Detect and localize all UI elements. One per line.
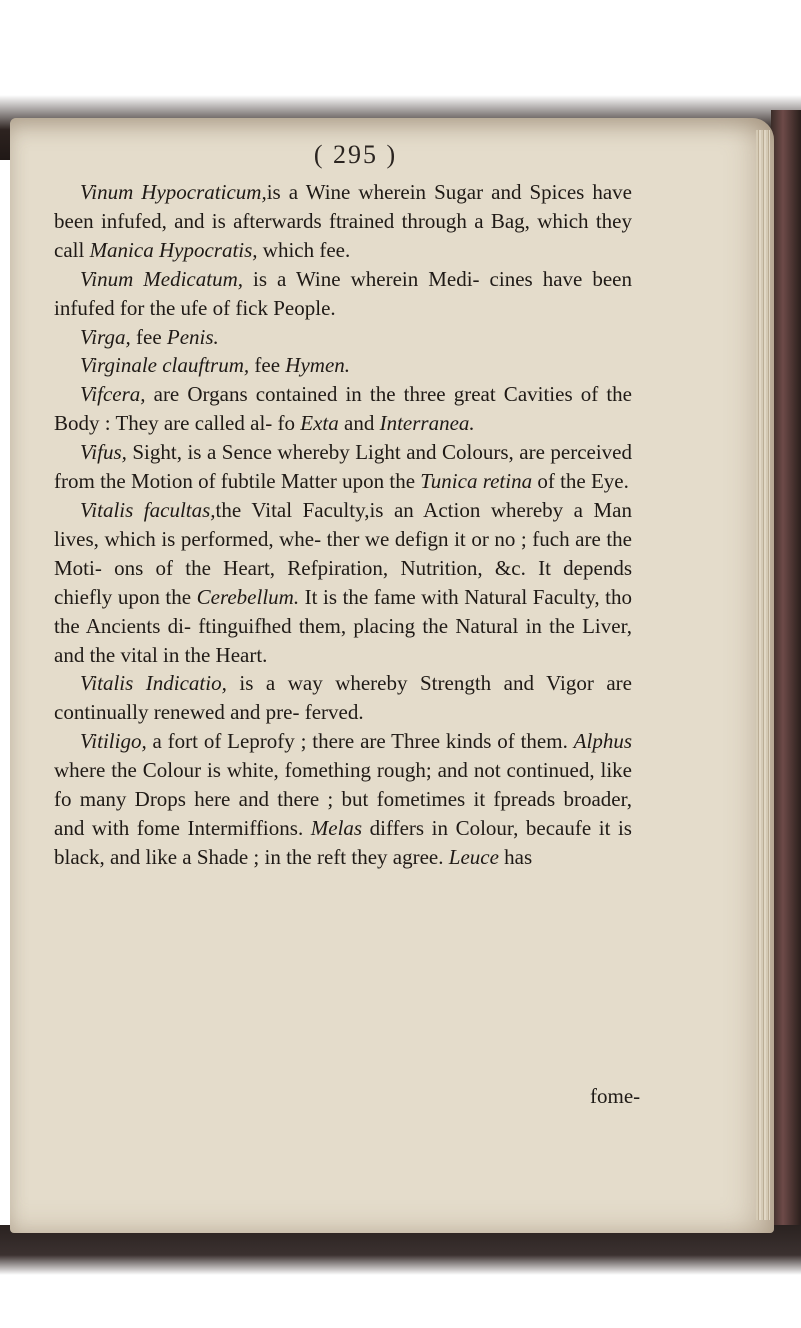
entry-vitalis-facultas: Vitalis facultas,the Vital Faculty,is an Action whereby a Man lives, which is performed, whe- ther we defign it or no ; fuch are the Moti- ons of the Heart, Refpiration, Nutrition, &c. It depends chiefly upon the Cerebellum. It is the fame with Natural Faculty, tho the Ancients di- ftinguifhed them, placing the Natural in the Liver, and the vital in the Heart.: [54, 497, 632, 667]
entry-vinum-medicatum: Vinum Medicatum, is a Wine wherein Medi- cines have been infufed for the ufe of fick People.: [54, 266, 632, 320]
entry-visus: Vifus, Sight, is a Sence whereby Light and Colours, are perceived from the Motion of fubtile Matter upon the Tunica retina of the Eye.: [54, 440, 632, 494]
entry-viscera: Vifcera, are Organs contained in the three great Cavities of the Body : They are called al- fo Exta and Interranea.: [54, 382, 632, 436]
page-edge: [756, 130, 770, 1220]
entry-virga: Virga, fee Penis.: [80, 324, 219, 349]
scanner-border-right: [771, 110, 801, 1230]
catchword: fome-: [590, 1084, 641, 1108]
page-text: [54, 178, 632, 872]
entry-vitiligo: Vitiligo, a fort of Leprofy ; there are Three kinds of them. Alphus where the Colour is white, fomething rough; and not continued, like fo many Drops here and there ; but fometimes it fpreads broader, and with fome Intermiffions. Melas differs in Colour, becaufe it is black, and like a Shade ; in the reft they agree. Leuce has: [54, 729, 632, 869]
page-number: ( 295 ): [313, 140, 398, 169]
entry-vitalis-indicatio: Vitalis Indicatio, is a way whereby Strength and Vigor are continually renewed and pre- ferved.: [54, 671, 632, 725]
entry-virginale-claustrum: Virginale clauftrum, fee Hymen.: [80, 353, 351, 378]
entry-vinum-hypocraticum: Vinum Hypocraticum,is a Wine wherein Sugar and Spices have been infufed, and is afterwards ftrained through a Bag, which they call Manica Hypocratis, which fee.: [54, 180, 632, 262]
